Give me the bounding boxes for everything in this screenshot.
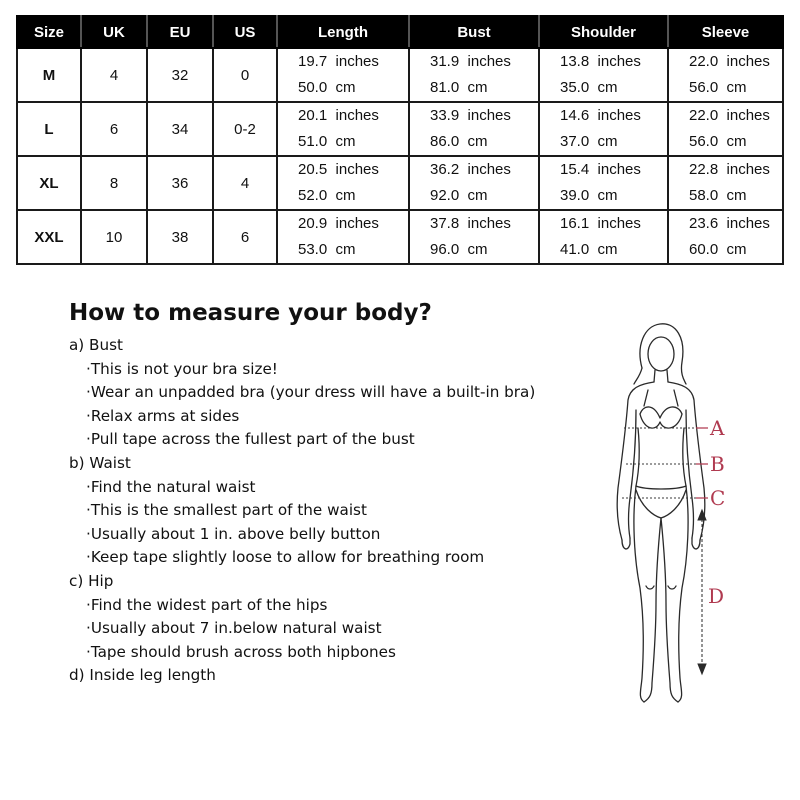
header-shoulder: Shoulder xyxy=(539,16,668,48)
value-inches: 13.8 inches xyxy=(560,53,641,70)
value-cm: 86.0 cm xyxy=(430,133,488,150)
value-inches: 20.9 inches xyxy=(298,215,379,232)
value-inches: 22.0 inches xyxy=(689,107,770,124)
measure-guide xyxy=(62,300,682,688)
value-cm: 39.0 cm xyxy=(560,187,618,204)
cell-size: M xyxy=(17,48,81,102)
value-inches: 20.5 inches xyxy=(298,161,379,178)
cell-uk: 4 xyxy=(81,48,147,102)
cell-length xyxy=(277,210,409,264)
value-cm: 58.0 cm xyxy=(689,187,747,204)
value-inches: 33.9 inches xyxy=(430,107,511,124)
guide-list xyxy=(62,334,682,688)
size-row xyxy=(17,102,783,156)
size-chart-table xyxy=(16,15,784,265)
value-cm: 96.0 cm xyxy=(430,241,488,258)
cell-length xyxy=(277,102,409,156)
cell-size: XXL xyxy=(17,210,81,264)
value-cm: 60.0 cm xyxy=(689,241,747,258)
cell-eu: 32 xyxy=(147,48,213,102)
cell-us: 6 xyxy=(213,210,277,264)
value-inches: 20.1 inches xyxy=(298,107,379,124)
size-chart-header-row xyxy=(17,16,783,48)
value-inches: 22.8 inches xyxy=(689,161,770,178)
cell-uk: 6 xyxy=(81,102,147,156)
guide-tip: ·This is not your bra size! xyxy=(86,359,278,378)
value-cm: 37.0 cm xyxy=(560,133,618,150)
cell-eu: 34 xyxy=(147,102,213,156)
header-size: Size xyxy=(17,16,81,48)
guide-tip: ·This is the smallest part of the waist xyxy=(86,501,367,520)
value-cm: 41.0 cm xyxy=(560,241,618,258)
cell-us: 0 xyxy=(213,48,277,102)
guide-tip: ·Find the natural waist xyxy=(86,477,256,496)
guide-section-heading: d) Inside leg length xyxy=(69,666,216,685)
value-inches: 36.2 inches xyxy=(430,161,511,178)
cell-sleeve xyxy=(668,210,783,264)
cell-sleeve xyxy=(668,102,783,156)
body-figure-illustration xyxy=(600,318,740,710)
value-inches: 37.8 inches xyxy=(430,215,511,232)
figure-label-c: C xyxy=(710,486,726,510)
value-cm: 51.0 cm xyxy=(298,133,356,150)
header-us: US xyxy=(213,16,277,48)
header-uk: UK xyxy=(81,16,147,48)
value-cm: 35.0 cm xyxy=(560,79,618,96)
guide-tip: ·Tape should brush across both hipbones xyxy=(86,642,396,661)
cell-bust xyxy=(409,102,539,156)
cell-sleeve xyxy=(668,156,783,210)
value-inches: 15.4 inches xyxy=(560,161,641,178)
cell-size: L xyxy=(17,102,81,156)
cell-sleeve xyxy=(668,48,783,102)
cell-shoulder xyxy=(539,48,668,102)
cell-uk: 10 xyxy=(81,210,147,264)
cell-eu: 36 xyxy=(147,156,213,210)
value-cm: 53.0 cm xyxy=(298,241,356,258)
cell-size: XL xyxy=(17,156,81,210)
header-length: Length xyxy=(277,16,409,48)
guide-section-heading: c) Hip xyxy=(69,571,114,590)
value-cm: 56.0 cm xyxy=(689,133,747,150)
value-cm: 81.0 cm xyxy=(430,79,488,96)
guide-section-heading: b) Waist xyxy=(69,453,131,472)
value-inches: 23.6 inches xyxy=(689,215,770,232)
header-sleeve: Sleeve xyxy=(668,16,783,48)
cell-length xyxy=(277,156,409,210)
guide-tip: ·Usually about 7 in.below natural waist xyxy=(86,619,382,638)
cell-bust xyxy=(409,156,539,210)
value-inches: 22.0 inches xyxy=(689,53,770,70)
guide-section-heading: a) Bust xyxy=(69,336,123,354)
value-cm: 56.0 cm xyxy=(689,79,747,96)
header-eu: EU xyxy=(147,16,213,48)
cell-uk: 8 xyxy=(81,156,147,210)
header-bust: Bust xyxy=(409,16,539,48)
size-row xyxy=(17,48,783,102)
value-inches: 31.9 inches xyxy=(430,53,511,70)
cell-length xyxy=(277,48,409,102)
guide-tip: ·Relax arms at sides xyxy=(86,406,240,425)
cell-shoulder xyxy=(539,102,668,156)
figure-label-a: A xyxy=(710,416,725,440)
guide-tip: ·Wear an unpadded bra (your dress will have a built-in bra) xyxy=(86,383,536,402)
cell-shoulder xyxy=(539,156,668,210)
size-row xyxy=(17,210,783,264)
guide-tip: ·Usually about 1 in. above belly button xyxy=(86,524,381,543)
size-row xyxy=(17,156,783,210)
cell-bust xyxy=(409,48,539,102)
value-cm: 52.0 cm xyxy=(298,187,356,204)
value-inches: 16.1 inches xyxy=(560,215,641,232)
guide-tip: ·Keep tape slightly loose to allow for breathing room xyxy=(86,548,485,567)
figure-label-d: D xyxy=(708,584,725,608)
cell-us: 0-2 xyxy=(213,102,277,156)
cell-bust xyxy=(409,210,539,264)
guide-title: How to measure your body? xyxy=(69,300,432,326)
value-cm: 50.0 cm xyxy=(298,79,356,96)
value-inches: 19.7 inches xyxy=(298,53,379,70)
guide-tip: ·Find the widest part of the hips xyxy=(86,595,328,614)
cell-shoulder xyxy=(539,210,668,264)
cell-us: 4 xyxy=(213,156,277,210)
figure-label-b: B xyxy=(710,452,725,476)
guide-tip: ·Pull tape across the fullest part of the bust xyxy=(86,430,415,449)
cell-eu: 38 xyxy=(147,210,213,264)
value-cm: 92.0 cm xyxy=(430,187,488,204)
value-inches: 14.6 inches xyxy=(560,107,641,124)
